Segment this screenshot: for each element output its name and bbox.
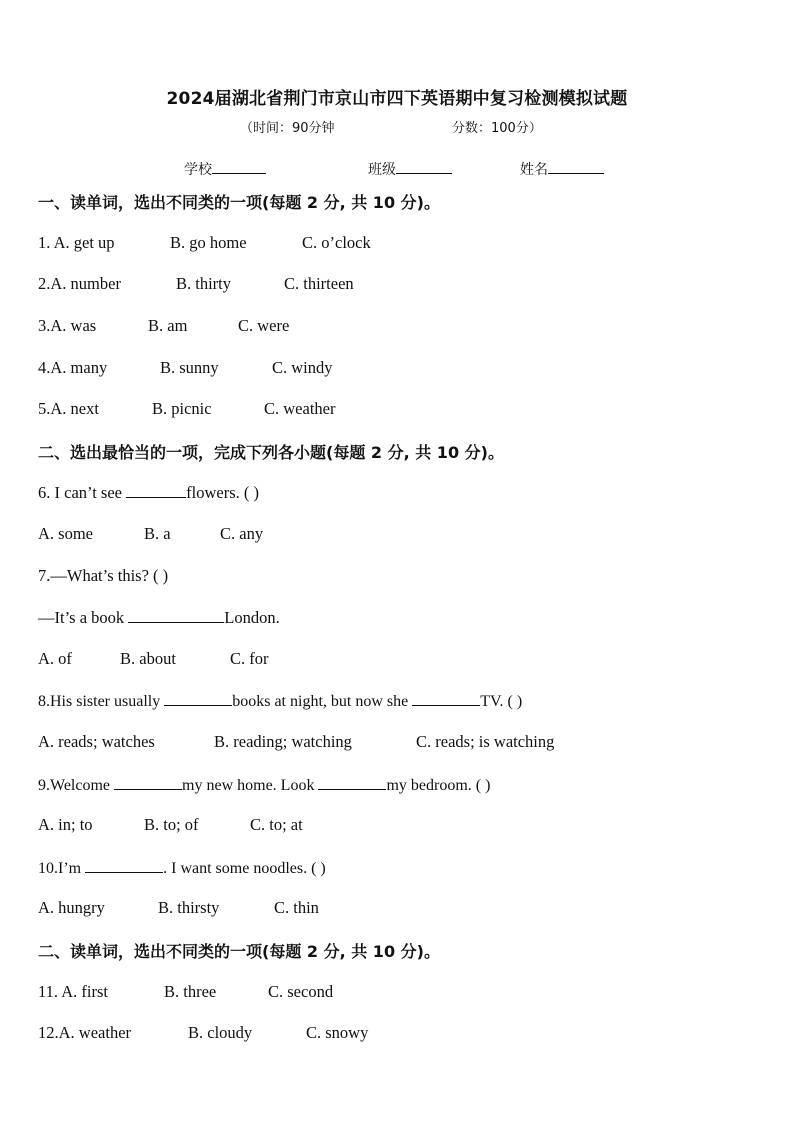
option-a: A. next: [50, 399, 99, 418]
school-label: 学校: [184, 162, 212, 178]
name-blank[interactable]: [548, 159, 604, 174]
question-11: [38, 982, 108, 1002]
option-c: C. to; at: [250, 815, 303, 834]
option-a: A. get up: [53, 233, 115, 252]
option-a: A. weather: [58, 1023, 132, 1042]
option-b: B. thirty: [176, 274, 232, 293]
option-c: C. for: [230, 649, 269, 668]
name-label: 姓名: [520, 162, 548, 178]
question-text: . I want some noodles. ( ): [163, 860, 326, 877]
question-7: 7.—What’s this? ( ): [38, 566, 169, 585]
option-a: A. reads; watches: [38, 732, 155, 751]
page-title: 2024届湖北省荆门市京山市四下英语期中复习检测模拟试题: [166, 89, 628, 109]
school-blank[interactable]: [212, 159, 266, 174]
question-1: [38, 233, 115, 253]
option-b: B. sunny: [160, 358, 219, 377]
option-b: B. reading; watching: [214, 732, 352, 751]
question-text: —It’s a book: [38, 608, 129, 627]
name-field: [520, 159, 604, 179]
exam-score: 分数：100分）: [452, 121, 542, 136]
exam-time: （时间：90分钟: [240, 121, 335, 136]
answer-blank[interactable]: [85, 857, 163, 873]
question-2: [38, 274, 121, 294]
question-text: London.: [224, 608, 280, 627]
option-c: C. thirteen: [284, 274, 354, 293]
question-text: 6. I can’t see: [38, 483, 127, 502]
question-number: 5.: [38, 399, 51, 418]
question-number: 1.: [38, 233, 54, 252]
option-a: A. was: [50, 316, 97, 335]
question-10: [38, 857, 326, 878]
option-a: A. hungry: [38, 898, 105, 917]
question-text: 10.I’m: [38, 860, 86, 877]
class-blank[interactable]: [396, 159, 452, 174]
question-9: [38, 774, 490, 795]
question-3: [38, 316, 96, 336]
question-text: flowers. ( ): [186, 483, 259, 502]
answer-blank[interactable]: [412, 690, 480, 706]
question-text: TV. ( ): [480, 693, 523, 710]
option-b: B. a: [144, 524, 171, 543]
option-a: A. number: [50, 274, 121, 293]
option-c: C. were: [238, 316, 290, 335]
question-4: [38, 358, 107, 378]
answer-blank[interactable]: [128, 607, 224, 623]
question-number: 2.: [38, 274, 51, 293]
answer-blank[interactable]: [164, 690, 232, 706]
option-a: A. first: [61, 982, 108, 1001]
question-text: 9.Welcome: [38, 777, 115, 794]
option-b: B. to; of: [144, 815, 199, 834]
option-a: A. many: [50, 358, 108, 377]
question-number: 12.: [38, 1023, 59, 1042]
option-b: B. three: [164, 982, 217, 1001]
question-8: [38, 690, 522, 711]
option-b: B. about: [120, 649, 176, 668]
option-c: C. o’clock: [302, 233, 371, 252]
school-field: [184, 159, 266, 179]
question-text: 8.His sister usually: [38, 693, 165, 710]
answer-blank[interactable]: [126, 482, 186, 498]
question-7-answer: [38, 607, 280, 628]
question-number: 4.: [38, 358, 51, 377]
option-c: C. windy: [272, 358, 333, 377]
question-number: 3.: [38, 316, 51, 335]
question-text: books at night, but now she: [232, 693, 413, 710]
option-c: C. reads; is watching: [416, 732, 555, 751]
option-b: B. thirsty: [158, 898, 220, 917]
question-text: my new home. Look: [182, 777, 319, 794]
section-heading-3: 二、读单词，选出不同类的一项(每题 2 分, 共 10 分)。: [38, 942, 440, 961]
option-a: A. in; to: [38, 815, 93, 834]
class-field: [368, 159, 452, 179]
section-heading-1: 一、读单词，选出不同类的一项(每题 2 分, 共 10 分)。: [38, 193, 440, 212]
option-a: A. some: [38, 524, 93, 543]
question-12: [38, 1023, 131, 1043]
option-b: B. go home: [170, 233, 247, 252]
question-5: [38, 399, 99, 419]
option-c: C. weather: [264, 399, 336, 418]
question-6: [38, 482, 259, 503]
option-a: A. of: [38, 649, 72, 668]
option-b: B. cloudy: [188, 1023, 253, 1042]
question-text: my bedroom. ( ): [386, 777, 491, 794]
option-c: C. any: [220, 524, 264, 543]
option-b: B. picnic: [152, 399, 212, 418]
section-heading-2: 二、选出最恰当的一项，完成下列各小题(每题 2 分, 共 10 分)。: [38, 443, 504, 462]
option-b: B. am: [148, 316, 188, 335]
question-number: 11.: [38, 982, 62, 1001]
option-c: C. thin: [274, 898, 319, 917]
option-c: C. second: [268, 982, 334, 1001]
class-label: 班级: [368, 162, 396, 178]
answer-blank[interactable]: [114, 774, 182, 790]
answer-blank[interactable]: [318, 774, 386, 790]
option-c: C. snowy: [306, 1023, 369, 1042]
